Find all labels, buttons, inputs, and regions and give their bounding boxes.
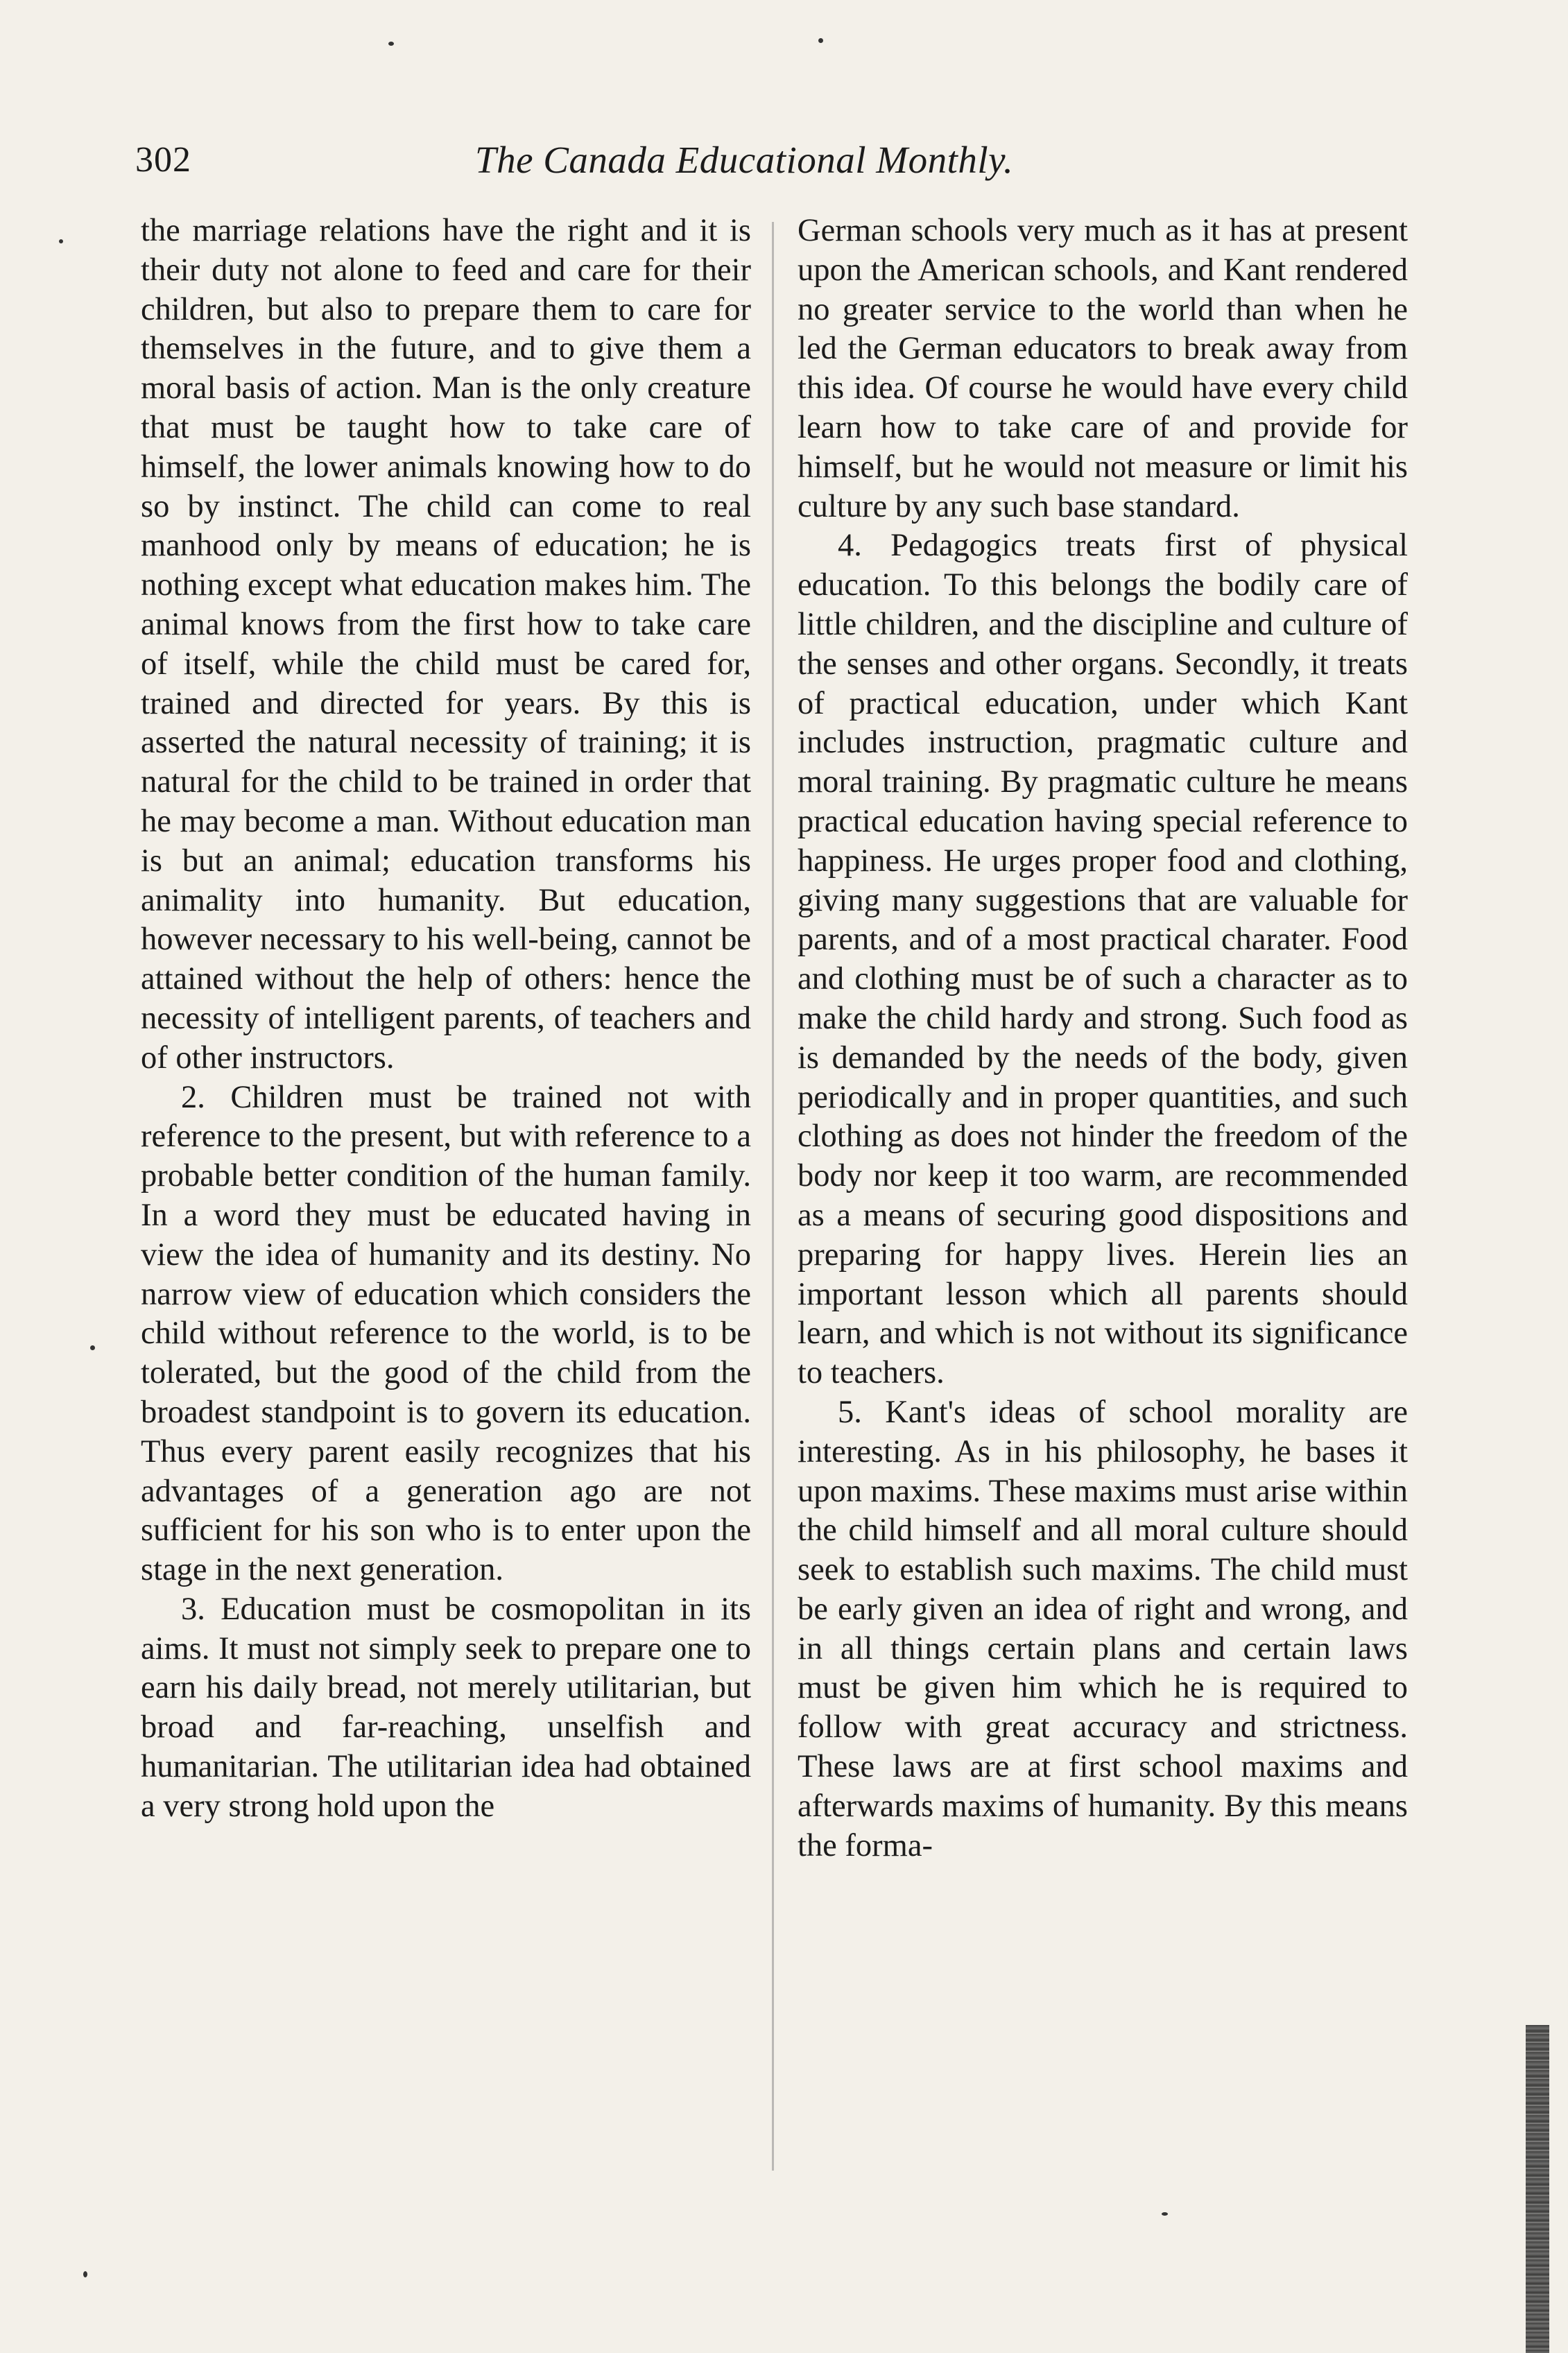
scan-speck: [818, 38, 823, 43]
column-divider: [772, 222, 774, 2171]
paragraph-point-3-continued: German schools very much as it has at present upon the American schools, and Kant rendered no greater service to the world than when he led the German educators to break away from this idea. Of course he would have every child learn how to take care of and provide for himself, but he would not measure or limit his culture by any such base standard.: [798, 213, 1408, 524]
left-column: [141, 212, 751, 1827]
scan-edge-artifact: [1526, 2025, 1549, 2353]
page-number: 302: [135, 140, 191, 180]
page-header: [135, 129, 1113, 191]
scan-speck: [59, 239, 63, 243]
paragraph-point-2: 2. Children must be trained not with reference to the present, but with reference to a probable better condition of the human family. In a word they must be educated having in view the idea of humanity and its destiny. No narrow view of education which considers the child without reference to the world, is to be tolerated, but the good of the child from the broadest standpoint is to govern its education. Thus every parent easily recognizes that his advantages of a generation ago are not sufficient for his son who is to enter upon the stage in the next generation.: [141, 1079, 751, 1588]
paragraph-point-5: 5. Kant's ideas of school morality are interesting. As in his philosophy, he bases it upon maxims. These maxims must arise within the child himself and all moral culture should seek to establish such maxims. The child must be early given an idea of right and wrong, and in all things certain plans and certain laws must be given him which he is required to follow with great accuracy and strictness. These laws are at first school maxims and afterwards maxims of humanity. By this means the forma-: [798, 1394, 1408, 1863]
paragraph-point-3: 3. Education must be cosmopolitan in its aims. It must not simply seek to prepare one to earn his daily bread, not merely utilitarian, but broad and far-reaching, unselfish and humanitarian. The utilitarian idea had obtained a very strong hold upon the: [141, 1591, 751, 1824]
paragraph-point-4: 4. Pedagogics treats first of physical education. To this belongs the bodily care of little children, and the discipline and culture of the senses and other organs. Secondly, it treats of practical education, under which Kant includes instruction, pragmatic culture and moral training. By pragmatic culture he means practical education having special reference to happiness. He urges proper food and clothing, giving many suggestions that are valuable for parents, and of a most practical charater. Food and clothing must be of such a character as to make the child hardy and strong. Such food as is demanded by the needs of the body, given periodically and in proper quantities, and such clothing as does not hinder the freedom of the body nor keep it too warm, are recommended as a means of securing good dispositions and preparing for happy lives. Herein lies an important lesson which all parents should learn, and which is not without its significance to teachers.: [798, 528, 1408, 1391]
scan-speck: [388, 42, 394, 46]
paragraph-continuation: the marriage relations have the right and it is their duty not alone to feed and care for their children, but also to prepare them to care for themselves in the future, and to give them a moral basis of action. Man is the only creature that must be taught how to take care of himself, the lower animals knowing how to do so by instinct. The child can come to real manhood only by means of education; he is nothing except what education makes him. The animal knows from the first how to take care of itself, while the child must be cared for, trained and directed for years. By this is asserted the natural necessity of training; it is natural for the child to be trained in order that he may become a man. Without education man is but an animal; education transforms his animality into humanity. But education, however necessary to his well-being, cannot be attained without the help of others: hence the necessity of intelligent parents, of teachers and of other instructors.: [141, 213, 751, 1076]
scan-speck: [83, 2271, 87, 2277]
scan-speck: [1162, 2212, 1168, 2216]
right-column: [798, 212, 1408, 1865]
running-title: The Canada Educational Monthly.: [475, 139, 1014, 181]
scan-speck: [90, 1345, 95, 1350]
